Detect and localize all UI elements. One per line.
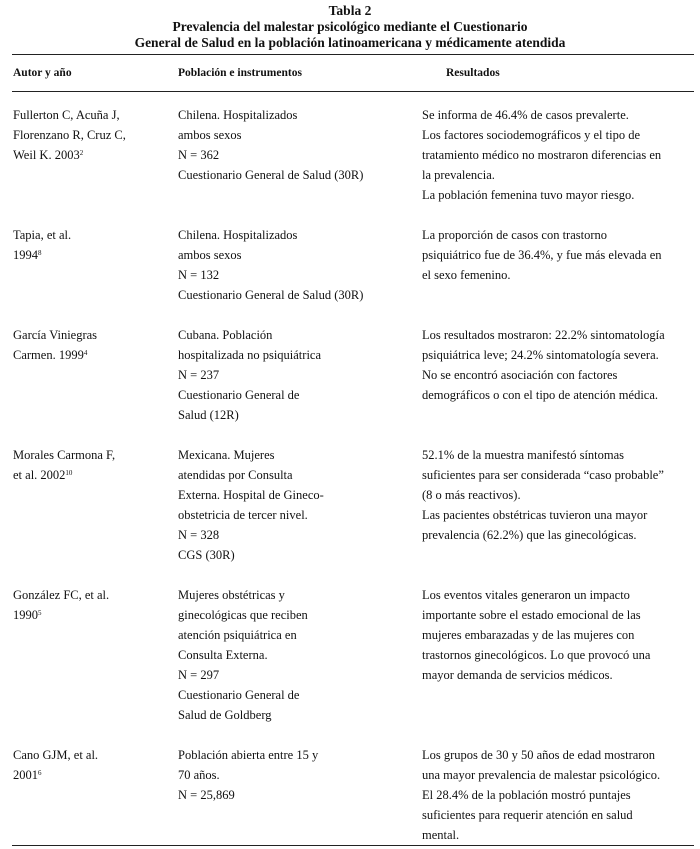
reference-superscript: 6	[38, 769, 42, 777]
population-line: Cuestionario General de	[178, 388, 300, 402]
author-line	[13, 465, 173, 485]
author-cell	[13, 745, 173, 785]
reference-superscript: 5	[38, 609, 42, 617]
population-line: ambos sexos	[178, 128, 242, 142]
author-line	[13, 245, 173, 265]
author-cell	[13, 325, 173, 365]
population-cell	[178, 105, 418, 185]
results-line: trastornos ginecológicos. Lo que provocó una	[422, 648, 651, 662]
population-line: Cuestionario General de	[178, 688, 300, 702]
results-line: importante sobre el estado emocional de las	[422, 608, 641, 622]
results-line: Los resultados mostraron: 22.2% sintomatología	[422, 328, 665, 342]
author-cell	[13, 585, 173, 625]
author-line	[13, 125, 173, 145]
results-line: La proporción de casos con trastorno	[422, 228, 608, 242]
results-line: suficientes para requerir atención en salud	[422, 808, 633, 822]
population-line: Mujeres obstétricas y	[178, 588, 285, 602]
results-line: suficientes para ser considerada “caso probable”	[422, 468, 664, 482]
results-line: Los factores sociodemográficos y el tipo de	[422, 128, 640, 142]
population-line: N = 328	[178, 528, 220, 542]
population-line: ginecológicas que reciben	[178, 608, 308, 622]
population-cell	[178, 585, 418, 725]
author-text: Florenzano R, Cruz C,	[13, 128, 126, 142]
population-cell	[178, 745, 418, 805]
population-line: Consulta Externa.	[178, 648, 268, 662]
population-line: N = 132	[178, 268, 220, 282]
author-line	[13, 105, 173, 125]
results-line: el sexo femenino.	[422, 268, 511, 282]
table-label: Tabla 2	[328, 3, 372, 18]
reference-superscript: 8	[38, 249, 42, 257]
author-text: 2001	[13, 768, 38, 782]
results-cell	[422, 325, 692, 405]
population-line: CGS (30R)	[178, 548, 235, 562]
results-line: psiquiátrica leve; 24.2% sintomatología severa.	[422, 348, 659, 362]
results-cell	[422, 445, 692, 545]
results-line: demográficos o con el tipo de atención médica.	[422, 388, 659, 402]
header-population: Población e instrumentos	[178, 67, 302, 79]
author-line	[13, 325, 173, 345]
author-text: Cano GJM, et al.	[13, 748, 99, 762]
author-line	[13, 585, 173, 605]
author-text: Fullerton C, Acuña J,	[13, 108, 120, 122]
population-line: Cuestionario General de Salud (30R)	[178, 168, 364, 182]
table-caption-line-1: Prevalencia del malestar psicológico mediante el Cuestionario	[172, 19, 528, 34]
population-line: 70 años.	[178, 768, 220, 782]
table-caption-line-2: General de Salud en la población latinoamericana y médicamente atendida	[134, 35, 566, 50]
header-author: Autor y año	[13, 67, 72, 79]
reference-superscript: 2	[79, 149, 84, 157]
results-line: Los eventos vitales generaron un impacto	[422, 588, 630, 602]
author-text: Weil K. 2003	[13, 148, 80, 162]
author-text: 1994	[13, 248, 38, 262]
population-line: atendidas por Consulta	[178, 468, 293, 482]
population-line: N = 362	[178, 148, 220, 162]
author-line	[13, 225, 173, 245]
author-text: Morales Carmona F,	[13, 448, 116, 462]
results-line: una mayor prevalencia de malestar psicológico.	[422, 768, 661, 782]
author-text: Carmen. 1999	[13, 348, 84, 362]
results-line: La población femenina tuvo mayor riesgo.	[422, 188, 635, 202]
population-line: obstetricia de tercer nivel.	[178, 508, 308, 522]
population-line: N = 297	[178, 668, 220, 682]
header-rule	[12, 91, 694, 92]
author-text: García Viniegras	[13, 328, 98, 342]
population-cell	[178, 225, 418, 305]
results-line: Las pacientes obstétricas tuvieron una mayor	[422, 508, 648, 522]
results-line: mayor demanda de servicios médicos.	[422, 668, 613, 682]
population-line: ambos sexos	[178, 248, 242, 262]
population-line: Cubana. Población	[178, 328, 273, 342]
results-line: psiquiátrico fue de 36.4%, y fue más elevada en	[422, 248, 662, 262]
author-line	[13, 445, 173, 465]
results-cell	[422, 745, 692, 845]
population-line: Salud de Goldberg	[178, 708, 272, 722]
results-line: mental.	[422, 828, 460, 842]
author-line	[13, 745, 173, 765]
population-line: atención psiquiátrica en	[178, 628, 297, 642]
results-line: El 28.4% de la población mostró puntajes	[422, 788, 631, 802]
author-cell	[13, 105, 173, 165]
population-line: Chilena. Hospitalizados	[178, 228, 298, 242]
results-line: tratamiento médico no mostraron diferencias en	[422, 148, 662, 162]
results-line: Los grupos de 30 y 50 años de edad mostraron	[422, 748, 655, 762]
population-line: Chilena. Hospitalizados	[178, 108, 298, 122]
population-line: Salud (12R)	[178, 408, 239, 422]
author-text: Tapia, et al.	[13, 228, 72, 242]
population-line: Externa. Hospital de Gineco-	[178, 488, 324, 502]
population-line: hospitalizada no psiquiátrica	[178, 348, 322, 362]
reference-superscript: 10	[65, 469, 73, 477]
results-cell	[422, 225, 692, 285]
results-cell	[422, 105, 692, 205]
author-line	[13, 765, 173, 785]
population-line: Población abierta entre 15 y	[178, 748, 319, 762]
author-text: 1990	[13, 608, 38, 622]
reference-superscript: 4	[83, 349, 88, 357]
results-line: la prevalencia.	[422, 168, 495, 182]
top-rule	[12, 54, 694, 55]
author-line	[13, 145, 173, 165]
results-line: No se encontró asociación con factores	[422, 368, 618, 382]
author-line	[13, 605, 173, 625]
results-line: mujeres embarazadas y de las mujeres con	[422, 628, 635, 642]
results-cell	[422, 585, 692, 685]
results-line: Se informa de 46.4% de casos prevalerte.	[422, 108, 629, 122]
results-line: (8 o más reactivos).	[422, 488, 521, 502]
population-line: Cuestionario General de Salud (30R)	[178, 288, 364, 302]
author-line	[13, 345, 173, 365]
population-line: N = 25,869	[178, 788, 235, 802]
population-line: N = 237	[178, 368, 220, 382]
population-line: Mexicana. Mujeres	[178, 448, 275, 462]
header-results: Resultados	[446, 67, 500, 79]
bottom-rule	[12, 845, 694, 846]
author-cell	[13, 445, 173, 485]
population-cell	[178, 445, 418, 565]
results-line: 52.1% de la muestra manifestó síntomas	[422, 448, 625, 462]
author-cell	[13, 225, 173, 265]
author-text: González FC, et al.	[13, 588, 110, 602]
results-line: prevalencia (62.2%) que las ginecológicas.	[422, 528, 637, 542]
author-text: et al. 2002	[13, 468, 66, 482]
population-cell	[178, 325, 418, 425]
